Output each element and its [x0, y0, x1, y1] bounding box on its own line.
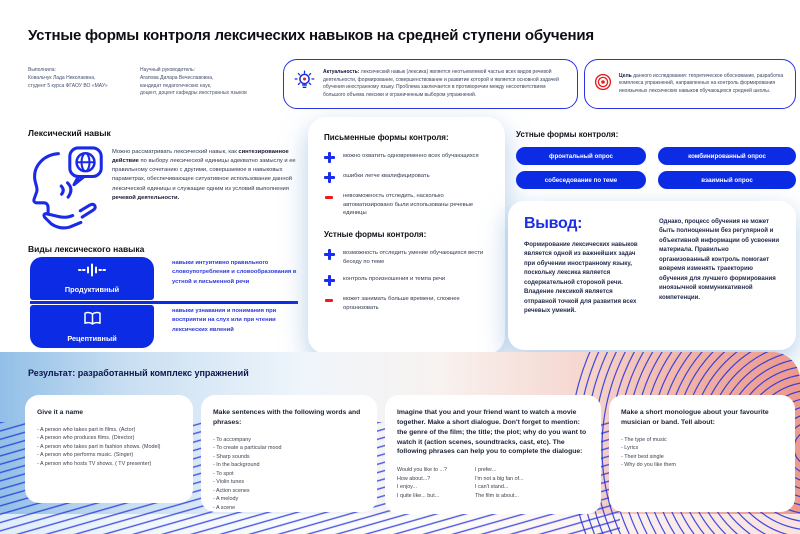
oral-forms-card-heading: Устные формы контроля: [324, 230, 427, 240]
list-item: The film is about... [474, 492, 519, 499]
types-heading: Виды лексического навыка [28, 244, 145, 254]
list-item: How about...? [397, 475, 431, 482]
list-item: - A melody [213, 496, 239, 503]
dialogue-phrases-left [397, 466, 447, 500]
lexical-skill-text: Можно рассматривать лексический навык, как синтезированное действие по выбору лексической единицы адекватно замыслу и ее правильному сочетанию с другими, совершаемое в навыковых параметрах, обеспечивающее ситуативное использование данной лексической единицы и служащие одним из условий выполнения речевой деятельности. [112, 149, 296, 201]
conclusion-heading: Вывод: [524, 215, 583, 232]
list-item: I can't stand... [474, 484, 509, 491]
list-item: - The type of music [621, 436, 667, 443]
author-label: Выполнила: [28, 67, 56, 73]
goal-box [584, 59, 796, 109]
written-forms-heading: Письменные формы контроля: [324, 133, 449, 142]
pill-combined-survey: комбинированный опрос [658, 147, 796, 165]
type-productive-label: Продуктивный [64, 285, 120, 294]
goal-text: Цель данного исследования: теоретическое обоснование, разработка комплекса упражнений, направленных на контроль формирования иноязычных лексических навыков обучающихся средней школы. [619, 72, 784, 94]
list-item: возможность отследить умение обучающихся вести беседу по теме [324, 248, 491, 266]
minus-icon [324, 294, 336, 306]
lexical-skill-heading: Лексический навык [28, 128, 111, 138]
list-item: - Lyrics [621, 445, 639, 452]
author-name: Ковальчук Лада Николаевна, [28, 74, 96, 81]
pill-frontal-survey: фронтальный опрос [516, 147, 646, 165]
type-receptive-desc: навыки узнавания и понимания при восприятии на слух или при чтении лексических явлений [172, 308, 277, 333]
list-item: I quite like... but... [397, 492, 440, 499]
list-item: контроль произношения и темпа речи [324, 274, 491, 286]
exercise-card-dialogue: Imagine that you and your friend want to watch a movie together. Make a short dialogue. Don't forget to mention: the genre of the film; the title; the plot; why do you want to watch it (action scenes, soundtracks, cast, etc). The following phrases can help you to complete the dialogue: Would you like to ...? How about...? I enjoy... I quite like... but... I prefer... I'm not a big fan of... I can't stand... The film is about... [385, 395, 601, 514]
type-productive-box [30, 257, 154, 300]
author-role: студент 5 курса ФГАОУ ВО «МАУ» [28, 82, 108, 89]
type-productive-desc: навыки интуитивно правильного словоупотребления и словообразования в устной и письменной речи [172, 260, 297, 285]
exercise-card-monologue: Make a short monologue about your favourite musician or band. Tell about: - The type of music - Lyrics - Their best single - Why do you like them [609, 395, 795, 512]
pill-mutual-survey: взаимный опрос [658, 171, 796, 189]
exercise-card-give-name: Give it a name - A person who takes part in films. (Actor) - A person who produces films. (Director) - A person who takes part in fashion shows. (Model) - A person who performs music. (Singer) - A person who hosts TV shows. ( TV presenter) [25, 395, 193, 503]
conclusion-text-1: Формирование лексических навыков является одной из важнейших задач при обучении иностранному языку, поскольку лексика является содержательной стороной речи. Владение лексикой является отправной точкой для развития всех речевых умений. [524, 241, 638, 315]
plus-icon [324, 274, 336, 286]
list-item: - To spot [213, 470, 234, 477]
lightbulb-icon [293, 70, 316, 98]
author-block [28, 67, 136, 90]
list-item: - Why do you like them [621, 462, 676, 469]
result-band [0, 352, 800, 534]
result-heading: Результат: разработанный комплекс упражнений [28, 368, 249, 378]
list-item: - A person who produces films. (Director) [37, 435, 135, 442]
list-item: Would you like to ...? [397, 467, 447, 474]
oral-forms-heading: Устные формы контроля: [516, 130, 619, 139]
target-icon [594, 73, 612, 96]
list-item: - In the background [213, 462, 260, 469]
supervisor-label: Научный руководитель: [140, 67, 195, 73]
supervisor-position: доцент, доцент кафедры иностранных языков [140, 90, 247, 97]
plus-icon [324, 248, 336, 260]
relevance-label: Актуальность: [323, 69, 360, 75]
supervisor-degree: кандидат педагогических наук, [140, 82, 212, 89]
list-item: - A person who performs music. (Singer) [37, 452, 134, 459]
type-receptive-box [30, 305, 154, 348]
page-title: Устные формы контроля лексических навыков на средней ступени обучения [28, 27, 594, 44]
list-item: может занимать больше времени, сложнее организовать [324, 294, 491, 312]
list-item: невозможность отследить, насколько автоматизировано были использованы речевые единицы [324, 191, 491, 218]
plus-icon [324, 171, 336, 183]
conclusion-card [508, 201, 796, 350]
conclusion-text-2: Однако, процесс обучения не может быть полноценным без регулярной и объективной информации об усвоении материала. Правильно организованный контроль помогает вовремя изменять траекторию обучения для лучшего формирования иноязычной коммуникативной компетенции. [659, 218, 780, 301]
speaking-person-icon [26, 144, 106, 235]
list-item: можно охватить одновременно всех обучающихся [324, 151, 491, 163]
list-item: - Their best single [621, 453, 664, 460]
list-item: - To accompany [213, 436, 251, 443]
list-item: I prefer... [474, 467, 497, 474]
pill-topic-interview: собеседование по теме [516, 171, 646, 189]
types-divider-line [30, 301, 298, 304]
conclusion-right-column [659, 215, 780, 336]
list-item: - Sharp sounds [213, 453, 250, 460]
list-item: - To create a particular mood [213, 445, 282, 452]
dialogue-phrases-right [475, 466, 524, 500]
list-item: - A person who takes part in films. (Actor) [37, 426, 136, 433]
list-item: - A person who takes part in fashion shows. (Model) [37, 443, 161, 450]
minus-icon [324, 191, 336, 203]
list-item: - Action scenes [213, 487, 250, 494]
relevance-box [283, 59, 578, 109]
supervisor-name: Агапова Дилара Вечеславовна, [140, 74, 214, 81]
list-item: I'm not a big fan of... [474, 475, 524, 482]
exercise-card-make-sentences: Make sentences with the following words and phrases: - To accompany - To create a particular mood - Sharp sounds - In the background - To spot - Violin tunes - Action scenes - A melody - A scene [201, 395, 377, 512]
list-item: - Violin tunes [213, 479, 245, 486]
plus-icon [324, 151, 336, 163]
dialogue-phrase-columns [397, 466, 589, 500]
conclusion-left-column [524, 215, 645, 336]
relevance-text: Актуальность: лексический навык (лексика) является неотъемлемой частью всех видов речевой деятельности, формирование, совершенствование и развитие которой и является основной задачей обучения иностранному языку. Проблема заключается в противоречии между несоответствием большого объема лексики и ограниченным выбором упражнений. [323, 69, 559, 98]
sound-wave-icon [77, 263, 107, 282]
supervisor-block [140, 67, 280, 98]
list-item: - A person who hosts TV shows. ( TV presenter) [37, 460, 152, 467]
type-receptive-label: Рецептивный [67, 333, 117, 343]
list-item: ошибки легче квалифицировать [324, 171, 491, 183]
control-forms-card [308, 117, 505, 354]
open-book-icon [83, 311, 102, 331]
goal-label: Цель [619, 72, 632, 79]
list-item: I enjoy... [397, 484, 417, 491]
list-item: - A scene [213, 504, 236, 511]
